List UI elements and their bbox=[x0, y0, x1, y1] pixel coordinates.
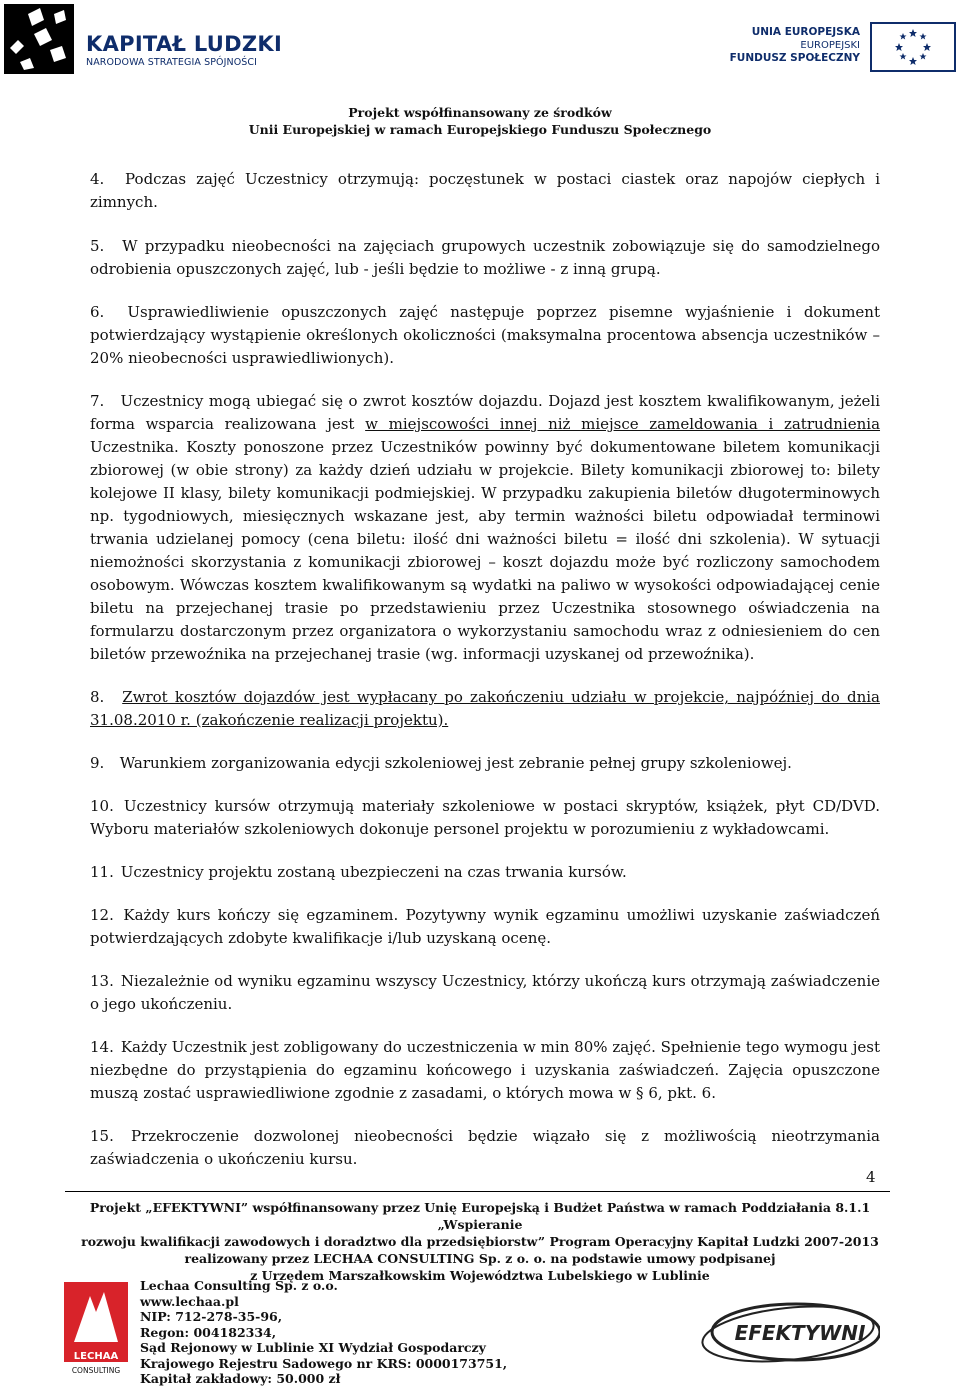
paragraph-text-b: Uczestnika. Koszty ponoszone przez Uczestników powinny być dokumentowane biletem komunikacji zbiorowej (w obie strony) za każdy dzień udziału w projekcie. Bilety komunikacji zbiorowej to: bilety kolejowe II klasy, bilety komunikacji podmiejskiej. W przypadku zakupienia biletów długoterminowych np. tygodniowych, miesięcznych wskazane jest, aby termin ważności biletu odpowiadał terminowi trwania udzielanej pomocy (cena biletu: ilość dni ważności biletu = ilość dni szkolenia). W sytuacji niemożności skorzystania z komunikacji zbiorowej – koszt dojazdu może być rozliczony samochodem osobowym. Wówczas kosztem kwalifikowanym są wydatki na paliwo w wysokości odpowiadającej cenie biletu na przejechanej trasie po przedstawieniu przez Uczestnika stosownego oświadczenia na formularzu dostarczonym przez organizatora o wykorzystaniu samochodu wraz z odniesieniem do cen biletów przewoźnika na przejechanej trasie (wg. informacji uzyskanej od przewoźnika). bbox=[90, 438, 880, 663]
paragraph-text-underlined: Zwrot kosztów dojazdów jest wypłacany po zakończeniu udziału w projekcie, najpóźniej do dnia 31.08.2010 r. (zakończenie realizacji projektu). bbox=[90, 688, 880, 729]
paragraph-number: 12. bbox=[90, 906, 114, 924]
paragraph-number: 13. bbox=[90, 972, 114, 990]
paragraph-number: 10. bbox=[90, 797, 114, 815]
footer-note bbox=[60, 1199, 900, 1284]
efektywni-logo bbox=[700, 1296, 880, 1368]
company-court: Sąd Rejonowy w Lublinie XI Wydział Gospodarczy bbox=[140, 1340, 486, 1355]
paragraph-5 bbox=[90, 235, 880, 281]
paragraph-text: Każdy Uczestnik jest zobligowany do uczestniczenia w min 80% zajęć. Spełnienie tego wymogu jest niezbędne do przystąpienia do egzaminu końcowego i uzyskania zaświadczeń. Zajęcia opuszczone muszą zostać usprawiedliwione zgodnie z zasadami, o których mowa w § 6, pkt. 6. bbox=[90, 1038, 880, 1102]
efektywni-logo-text: EFEKTYWNI bbox=[734, 1321, 866, 1345]
footer-line1: Projekt „EFEKTYWNI” współfinansowany przez Unię Europejską i Budżet Państwa w ramach Poddziałania 8.1.1 „Wspieranie bbox=[89, 1200, 871, 1232]
paragraph-text-a: Uczestnicy mogą ubiegać się o zwrot kosztów dojazdu. Dojazd jest kosztem kwalifikowanym, jeżeli forma wsparcia realizowana jest bbox=[90, 392, 880, 433]
paragraph-text: Niezależnie od wyniku egzaminu wszyscy Uczestnicy, którzy ukończą kurs otrzymają zaświadczenie o jego ukończeniu. bbox=[90, 972, 880, 1013]
kapital-ludzki-emblem-icon bbox=[4, 4, 74, 74]
paragraph-8 bbox=[90, 686, 880, 732]
paragraph-number: 8. bbox=[90, 688, 105, 706]
footer-line2: rozwoju kwalifikacji zawodowych i doradztwo dla przedsiębiorstw” Program Operacyjny Kapitał Ludzki 2007-2013 bbox=[81, 1234, 879, 1249]
lechaa-logo-text: LECHAA bbox=[73, 1351, 119, 1362]
cofinancing-line2: Unii Europejskiej w ramach Europejskiego Funduszu Społecznego bbox=[248, 122, 712, 137]
paragraph-number: 14. bbox=[90, 1038, 114, 1056]
eu-line3: FUNDUSZ SPOŁECZNY bbox=[729, 52, 860, 64]
paragraph-12 bbox=[90, 904, 880, 950]
regulations-body bbox=[90, 168, 880, 1191]
paragraph-text: Usprawiedliwienie opuszczonych zajęć następuje poprzez pisemne wyjaśnienie i dokument potwierdzający wystąpienie określonych okoliczności (maksymalna procentowa absencja uczestników – 20% nieobecności usprawiedliwionych). bbox=[90, 303, 880, 367]
paragraph-text: Podczas zajęć Uczestnicy otrzymują: poczęstunek w postaci ciastek oraz napojów ciepłych i zimnych. bbox=[90, 170, 880, 211]
paragraph-text: W przypadku nieobecności na zajęciach grupowych uczestnik zobowiązuje się do samodzielnego odrobienia opuszczonych zajęć, lub - jeśli będzie to możliwe - z inną grupą. bbox=[90, 237, 880, 278]
lechaa-logo-sub: CONSULTING bbox=[71, 1366, 121, 1375]
paragraph-text: Przekroczenie dozwolonej nieobecności będzie wiązało się z możliwością nieotrzymania zaświadczenia o ukończeniu kursu. bbox=[90, 1127, 880, 1168]
eu-logo bbox=[729, 22, 956, 72]
paragraph-13 bbox=[90, 970, 880, 1016]
eu-line2: EUROPEJSKI bbox=[800, 40, 860, 51]
paragraph-14 bbox=[90, 1036, 880, 1105]
paragraph-text: Uczestnicy kursów otrzymują materiały szkoleniowe w postaci skryptów, książek, płyt CD/DVD. Wyboru materiałów szkoleniowych dokonuje personel projektu w porozumieniu z wykładowcami. bbox=[90, 797, 880, 838]
footer-line4: z Urzędem Marszałkowskim Województwa Lubelskiego w Lublinie bbox=[250, 1268, 710, 1283]
paragraph-number: 11. bbox=[90, 863, 114, 881]
paragraph-number: 9. bbox=[90, 754, 105, 772]
eu-text bbox=[730, 26, 860, 65]
eu-flag-icon bbox=[870, 22, 956, 72]
paragraph-6 bbox=[90, 301, 880, 370]
paragraph-4 bbox=[90, 168, 880, 214]
footer-divider bbox=[65, 1191, 890, 1192]
company-website: www.lechaa.pl bbox=[140, 1293, 239, 1309]
kapital-ludzki-subtitle: NARODOWA STRATEGIA SPÓJNOŚCI bbox=[86, 57, 258, 68]
company-capital: Kapitał zakładowy: 50.000 zł bbox=[140, 1371, 341, 1386]
paragraph-number: 15. bbox=[90, 1127, 114, 1145]
paragraph-15 bbox=[90, 1125, 880, 1171]
paragraph-number: 7. bbox=[90, 392, 105, 410]
paragraph-text: Każdy kurs kończy się egzaminem. Pozytywny wynik egzaminu umożliwi uzyskanie zaświadczeń potwierdzających zdobyte kwalifikacje i/lub uzyskaną ocenę. bbox=[90, 906, 880, 947]
paragraph-text-underlined: w miejscowości innej niż miejsce zameldowania i zatrudnienia bbox=[365, 415, 881, 433]
paragraph-10 bbox=[90, 795, 880, 841]
company-nip: NIP: 712-278-35-96, bbox=[140, 1309, 283, 1324]
lechaa-logo bbox=[64, 1282, 128, 1378]
paragraph-text: Uczestnicy projektu zostaną ubezpieczeni na czas trwania kursów. bbox=[120, 863, 627, 881]
paragraph-number: 4. bbox=[90, 170, 105, 188]
company-name: Lechaa Consulting Sp. z o.o. bbox=[140, 1278, 338, 1293]
paragraph-9 bbox=[90, 752, 880, 775]
company-regon: Regon: 004182334, bbox=[140, 1324, 277, 1340]
cofinancing-line1: Projekt współfinansowany ze środków bbox=[348, 105, 612, 120]
kapital-ludzki-logo bbox=[4, 4, 304, 74]
paragraph-number: 6. bbox=[90, 303, 105, 321]
paragraph-11 bbox=[90, 861, 880, 884]
paragraph-text: Warunkiem zorganizowania edycji szkoleniowej jest zebranie pełnej grupy szkoleniowej. bbox=[119, 754, 792, 772]
cofinancing-note bbox=[0, 104, 960, 138]
company-krs: Krajowego Rejestru Sadowego nr KRS: 0000173751, bbox=[140, 1355, 508, 1371]
footer-line3: realizowany przez LECHAA CONSULTING Sp. z o. o. na podstawie umowy podpisanej bbox=[184, 1251, 776, 1266]
company-info bbox=[140, 1278, 507, 1387]
page-number: 4 bbox=[866, 1168, 876, 1186]
eu-title: UNIA EUROPEJSKA bbox=[751, 26, 860, 38]
paragraph-7 bbox=[90, 390, 880, 666]
kapital-ludzki-title: KAPITAŁ LUDZKI bbox=[86, 32, 283, 56]
paragraph-number: 5. bbox=[90, 237, 105, 255]
